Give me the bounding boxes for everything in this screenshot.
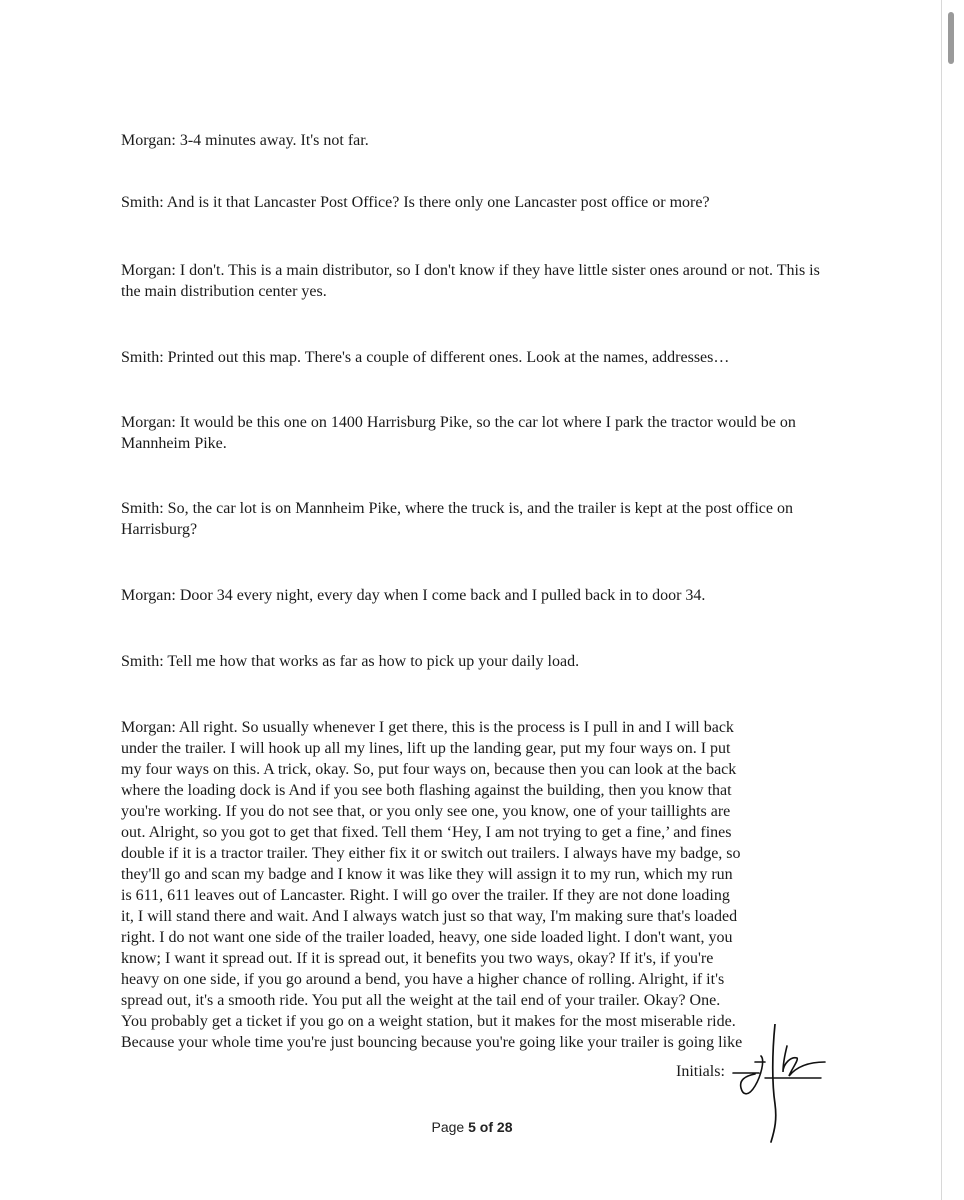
answer-line: under the trailer. I will hook up all my lines, lift up the landing gear, put my four ways on. I put <box>121 740 731 757</box>
answer-line: spread out, it's a smooth ride. You put all the weight at the tail end of your trailer. Okay? One. <box>121 992 721 1009</box>
answer-line: is 611, 611 leaves out of Lancaster. Right. I will go over the trailer. If they are not done loading <box>121 887 730 904</box>
transcript-paragraph-7: Morgan: Door 34 every night, every day when I come back and I pulled back in to door 34. <box>121 587 706 604</box>
page-number <box>0 1119 944 1135</box>
answer-line: heavy on one side, if you go around a bend, you have a higher chance of rolling. Alright, if it's <box>121 971 725 988</box>
transcript-paragraph-8: Smith: Tell me how that works as far as how to pick up your daily load. <box>121 653 580 670</box>
transcript-paragraph-3: Morgan: I don't. This is a main distributor, so I don't know if they have little sister ones around or not. This is the main distribution center yes. <box>121 262 820 300</box>
answer-line: it, I will stand there and wait. And I always watch just so that way, I'm making sure that's loaded <box>121 908 738 925</box>
transcript-paragraph-4: Smith: Printed out this map. There's a couple of different ones. Look at the names, addresses… <box>121 349 730 366</box>
initials-label: Initials: <box>676 1063 725 1080</box>
answer-line: right. I do not want one side of the trailer loaded, heavy, one side loaded light. I don't want, you <box>121 929 733 946</box>
page-of: of <box>479 1119 494 1135</box>
transcript-paragraph-6: Smith: So, the car lot is on Mannheim Pike, where the truck is, and the trailer is kept at the post office on Harrisburg? <box>121 500 794 538</box>
answer-line: out. Alright, so you got to get that fixed. Tell them ‘Hey, I am not trying to get a fine,’ and fines <box>121 824 732 841</box>
answer-line: You probably get a ticket if you go on a weight station, but it makes for the most miserable ride. <box>121 1013 736 1030</box>
scrollbar-track[interactable] <box>944 0 964 1200</box>
page-total: 28 <box>496 1119 513 1135</box>
answer-line: they'll go and scan my badge and I know it was like they will assign it to my run, which my run <box>121 866 733 883</box>
answer-line: you're working. If you do not see that, or you only see one, you know, one of your taillights are <box>121 803 731 820</box>
answer-line: know; I want it spread out. If it is spread out, it benefits you two ways, okay? If it's, if you're <box>121 950 714 967</box>
answer-line: my four ways on this. A trick, okay. So, put four ways on, because then you can look at the back <box>121 761 737 778</box>
page-current: 5 <box>468 1119 476 1135</box>
transcript-paragraph-1: Morgan: 3-4 minutes away. It's not far. <box>121 132 369 149</box>
transcript-paragraph-2: Smith: And is it that Lancaster Post Office? Is there only one Lancaster post office or more? <box>121 194 710 211</box>
answer-line: Morgan: All right. So usually whenever I get there, this is the process is I pull in and I will back <box>121 719 734 736</box>
page-prefix: Page <box>431 1119 465 1135</box>
answer-line: double if it is a tractor trailer. They either fix it or switch out trailers. I always have my badge, so <box>121 845 741 862</box>
scrollbar-thumb[interactable] <box>948 12 954 64</box>
transcript-paragraph-9 <box>121 717 821 1053</box>
transcript-paragraph-5: Morgan: It would be this one on 1400 Harrisburg Pike, so the car lot where I park the tractor would be on Mannheim Pike. <box>121 414 796 452</box>
viewer-divider <box>941 0 942 1200</box>
answer-line: where the loading dock is And if you see both flashing against the building, then you know that <box>121 782 732 799</box>
answer-line: Because your whole time you're just bouncing because you're going like your trailer is going like <box>121 1034 743 1051</box>
